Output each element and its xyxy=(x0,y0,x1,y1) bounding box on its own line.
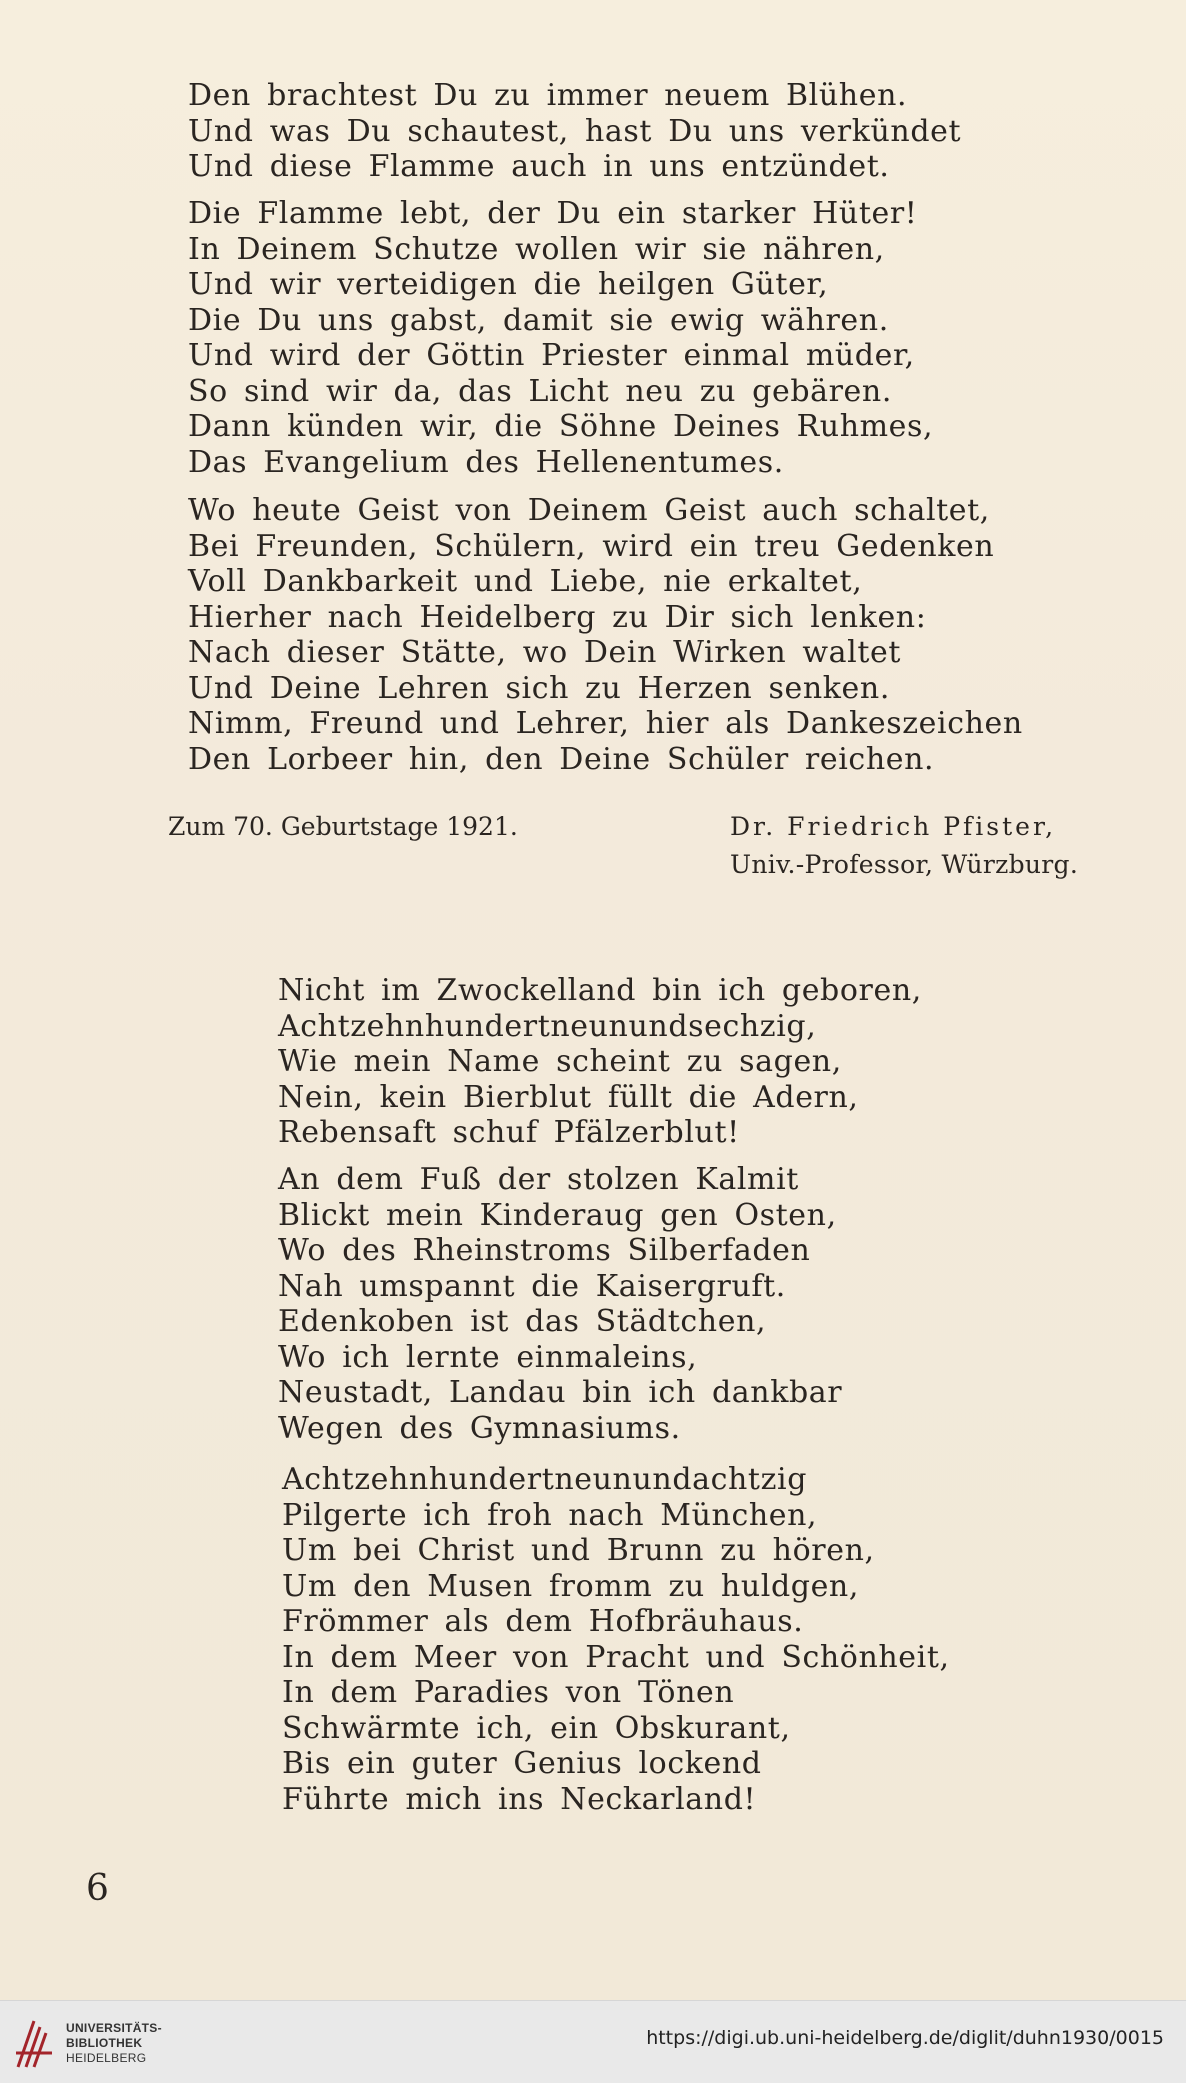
verse-line: Und wird der Göttin Priester einmal müder, xyxy=(188,338,915,373)
verse-line: Nein, kein Bierblut füllt die Adern, xyxy=(278,1079,859,1115)
verse-line: Hierher nach Heidelberg zu Dir sich lenken: xyxy=(188,599,927,635)
poem1-stanza1 xyxy=(188,78,961,185)
verse-line: Um den Musen fromm zu huldgen, xyxy=(282,1568,859,1604)
verse-line: Achtzehnhundertneunundsechzig, xyxy=(278,1008,817,1044)
verse-line: Und wir verteidigen die heilgen Güter, xyxy=(188,267,829,302)
author-affiliation: Univ.-Professor, Würzburg. xyxy=(730,850,1079,879)
verse-line: Wo des Rheinstroms Silberfaden xyxy=(278,1233,811,1268)
verse-line: Wie mein Name scheint zu sagen, xyxy=(278,1044,842,1079)
verse-line: Edenkoben ist das Städtchen, xyxy=(278,1304,767,1339)
verse-line: In dem Paradies von Tönen xyxy=(282,1675,735,1710)
verse-line: So sind wir da, das Licht neu zu gebären. xyxy=(188,373,892,409)
verse-line: In Deinem Schutze wollen wir sie nähren, xyxy=(188,231,885,267)
poem2-stanza3 xyxy=(282,1462,950,1817)
library-name-line: BIBLIOTHEK xyxy=(66,2036,143,2050)
verse-line: Blickt mein Kinderaug gen Osten, xyxy=(278,1197,837,1233)
library-name xyxy=(66,2021,162,2066)
verse-line: Führte mich ins Neckarland! xyxy=(282,1781,757,1817)
verse-line: Die Du uns gabst, damit sie ewig währen. xyxy=(188,302,889,338)
verse-line: Nach dieser Stätte, wo Dein Wirken waltet xyxy=(188,635,901,670)
library-name-line: UNIVERSITÄTS- xyxy=(66,2021,162,2035)
verse-line: Und was Du schautest, hast Du uns verkündet xyxy=(188,113,962,149)
verse-line: Und diese Flamme auch in uns entzündet. xyxy=(188,149,890,184)
library-logo-icon[interactable] xyxy=(12,2013,60,2073)
verse-line: Pilgerte ich froh nach München, xyxy=(282,1497,818,1533)
verse-line: Voll Dankbarkeit und Liebe, nie erkaltet, xyxy=(188,564,863,599)
verse-line: Die Flamme lebt, der Du ein starker Hüter! xyxy=(188,196,918,231)
verse-line: Wo ich lernte einmaleins, xyxy=(278,1339,698,1375)
verse-line: Wo heute Geist von Deinem Geist auch schaltet, xyxy=(188,493,990,528)
library-name-line: HEIDELBERG xyxy=(66,2051,147,2065)
verse-line: Bei Freunden, Schülern, wird ein treu Gedenken xyxy=(188,528,995,564)
verse-line: Das Evangelium des Hellenentumes. xyxy=(188,444,784,480)
verse-line: Schwärmte ich, ein Obskurant, xyxy=(282,1710,791,1746)
verse-line: Den Lorbeer hin, den Deine Schüler reichen. xyxy=(188,741,935,777)
page-number: 6 xyxy=(86,1868,109,1909)
author-name: Dr. Friedrich Pfister, xyxy=(730,812,1057,841)
poem1-stanza3 xyxy=(188,493,1023,777)
verse-line: An dem Fuß der stolzen Kalmit xyxy=(278,1162,799,1197)
verse-line: Um bei Christ und Brunn zu hören, xyxy=(282,1533,875,1568)
verse-line: Achtzehnhundertneunundachtzig xyxy=(282,1462,807,1497)
verse-line: Wegen des Gymnasiums. xyxy=(278,1410,681,1446)
poem1-stanza2 xyxy=(188,196,933,480)
verse-line: Neustadt, Landau bin ich dankbar xyxy=(278,1375,843,1410)
verse-line: Frömmer als dem Hofbräuhaus. xyxy=(282,1604,804,1639)
verse-line: Nah umspannt die Kaisergruft. xyxy=(278,1268,786,1304)
verse-line: In dem Meer von Pracht und Schönheit, xyxy=(282,1639,950,1675)
verse-line: Bis ein guter Genius lockend xyxy=(282,1746,762,1781)
dedication-date: Zum 70. Geburtstage 1921. xyxy=(168,812,518,841)
verse-line: Den brachtest Du zu immer neuem Blühen. xyxy=(188,78,908,113)
verse-line: Und Deine Lehren sich zu Herzen senken. xyxy=(188,670,890,706)
verse-line: Dann künden wir, die Söhne Deines Ruhmes, xyxy=(188,409,934,444)
source-url-link[interactable]: https://digi.ub.uni-heidelberg.de/diglit/duhn1930/0015 xyxy=(646,2027,1164,2049)
verse-line: Rebensaft schuf Pfälzerblut! xyxy=(278,1115,740,1150)
verse-line: Nicht im Zwockelland bin ich geboren, xyxy=(278,973,922,1008)
verse-line: Nimm, Freund und Lehrer, hier als Dankeszeichen xyxy=(188,706,1023,741)
poem2-stanza2 xyxy=(278,1162,842,1446)
footer-bar xyxy=(0,2000,1186,2083)
poem2-stanza1 xyxy=(278,973,922,1151)
